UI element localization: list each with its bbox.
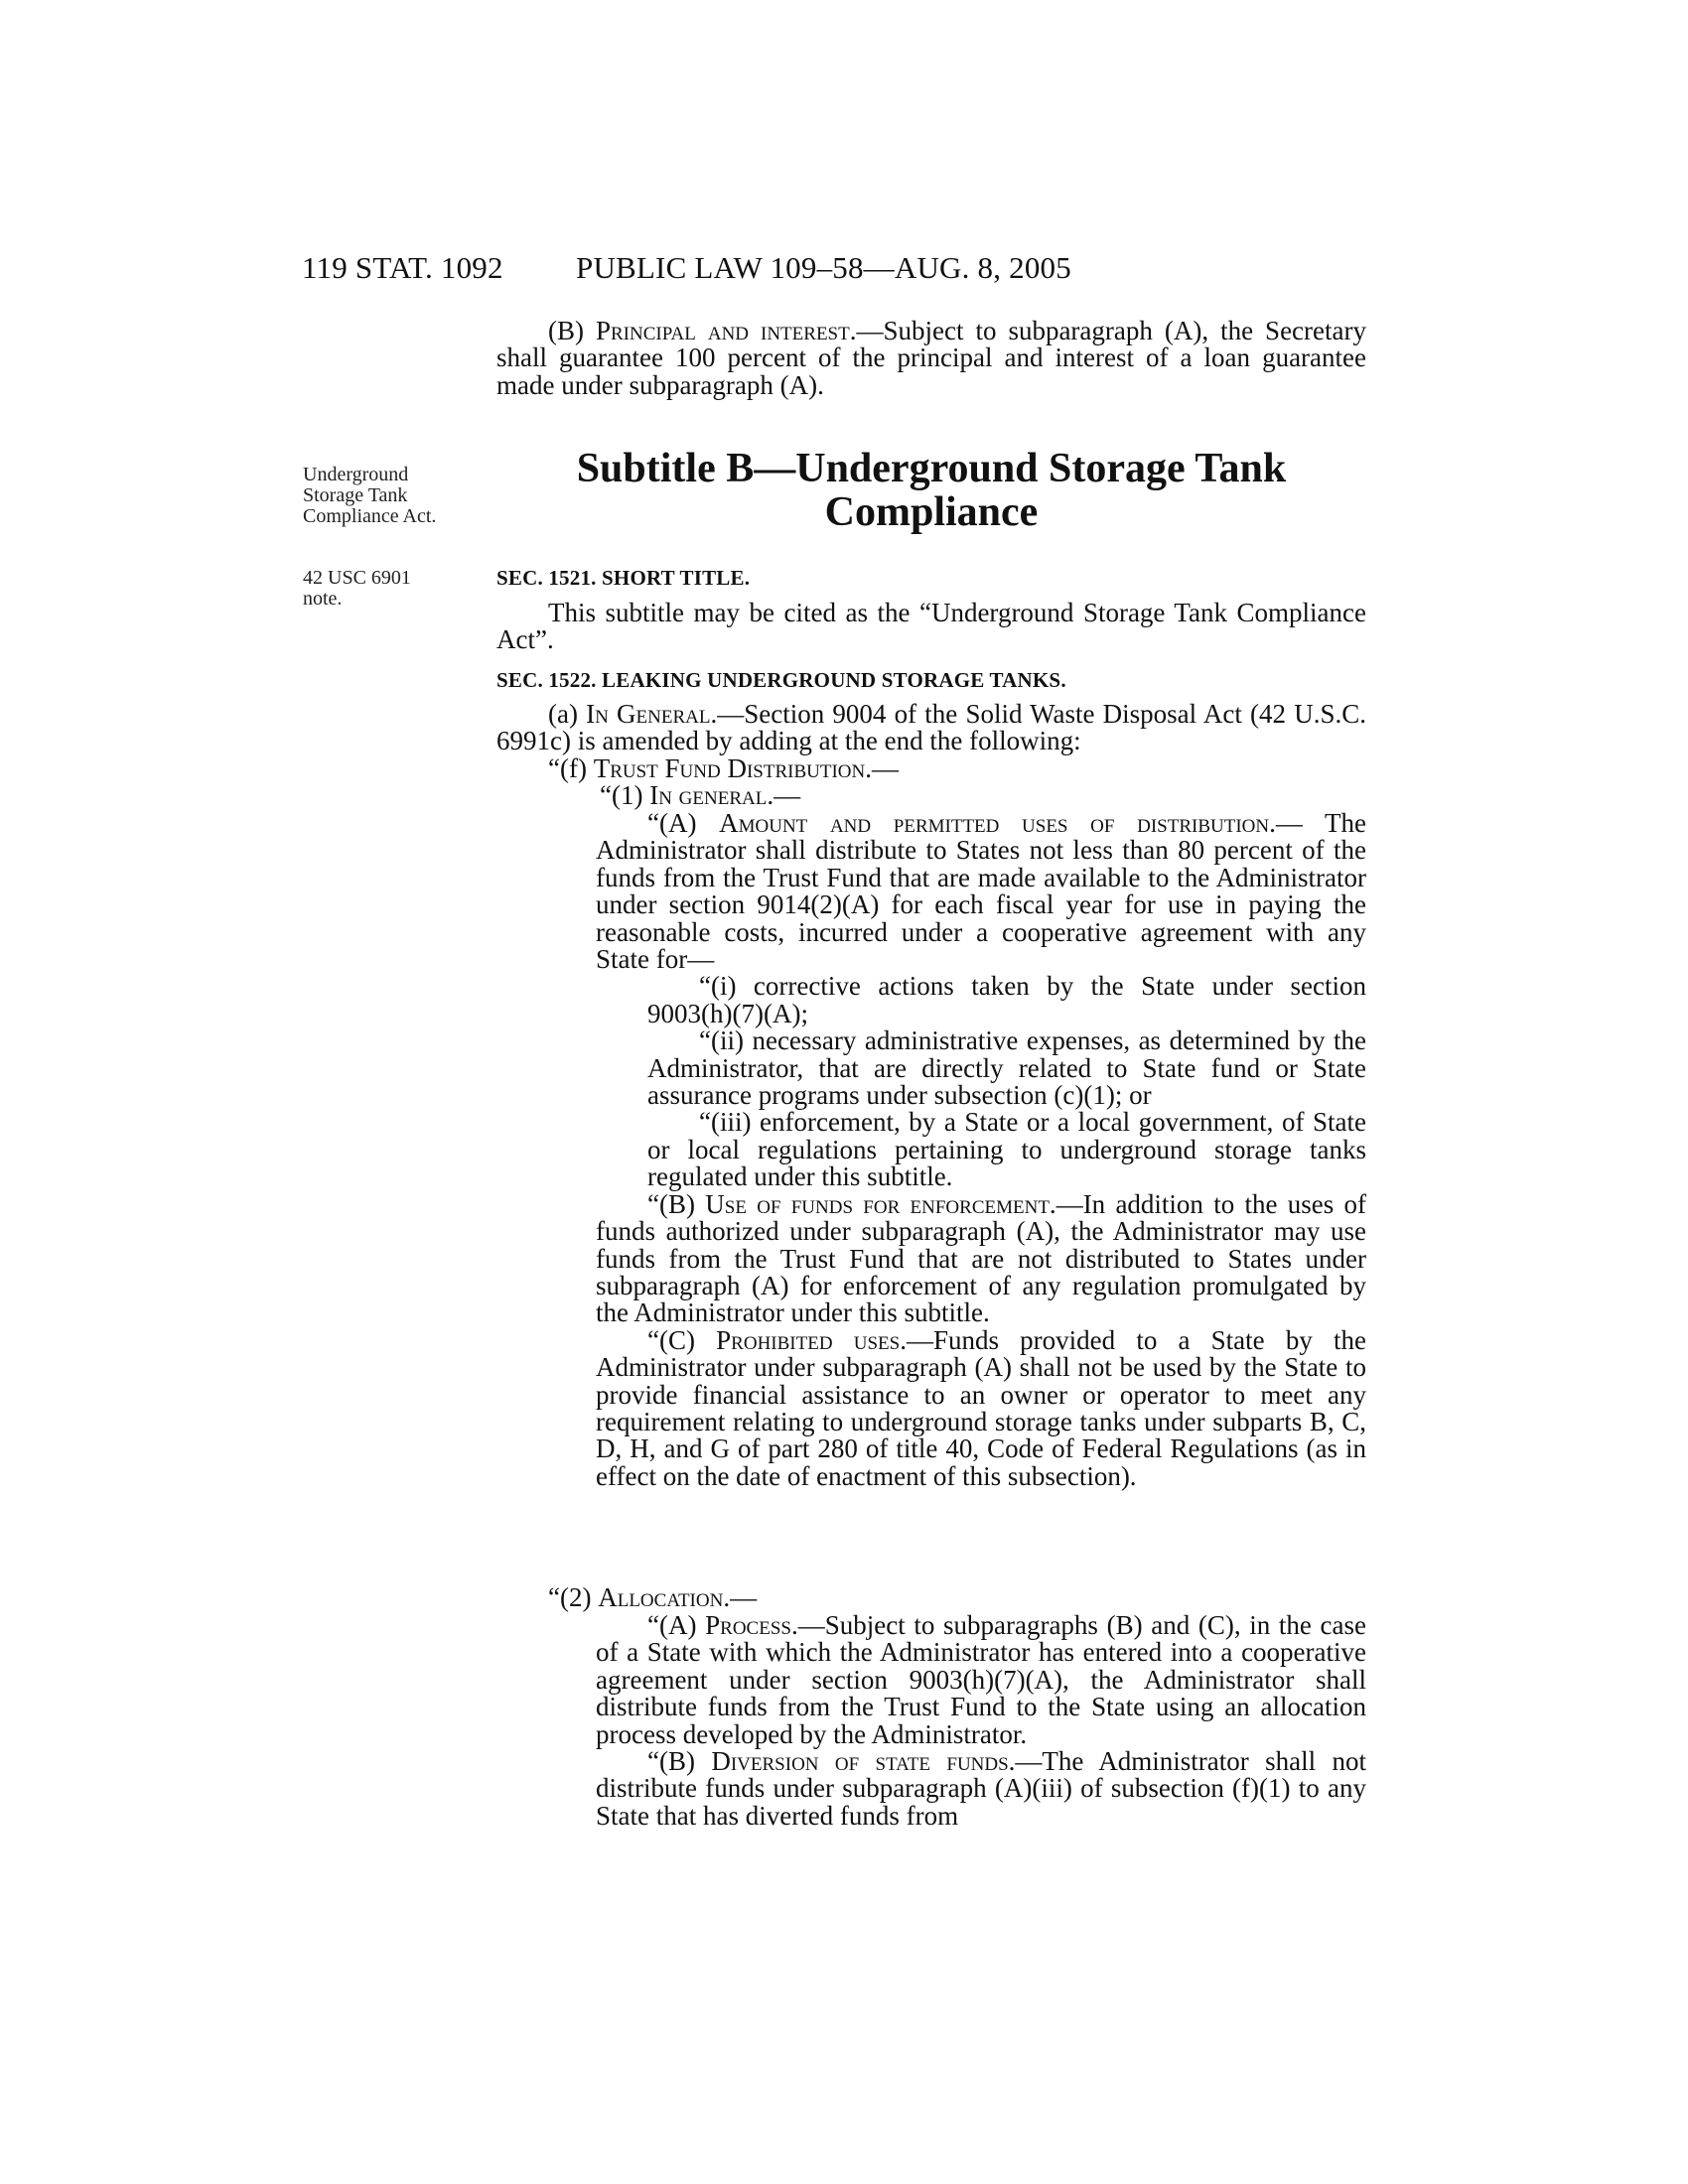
intro-heading: Principal and interest. (595, 316, 857, 345)
subparagraph-1A-label: “(A) (647, 808, 720, 838)
subparagraph-1A-text: — The Administrator shall distribute to States not less than 80 percent of the funds from the Trust Fund that are made available to the Administrator under section 9014(2)(A) for each fiscal year for use in paying the reasonable costs, incurred under a cooperative agreement with any State for— (596, 808, 1366, 975)
section-1522-heading: SEC. 1522. LEAKING UNDERGROUND STORAGE TANKS. (496, 668, 1066, 692)
public-law-header: PUBLIC LAW 109–58—AUG. 8, 2005 (576, 250, 1071, 285)
subtitle-heading (496, 447, 1366, 534)
subsection-a (496, 701, 1366, 755)
subparagraph-1C-heading: Prohibited uses. (716, 1324, 907, 1355)
intro-text: —Subject to subparagraph (A), the Secretary shall guarantee 100 percent of the principal and interest of a loan guarantee made under subparagraph (A). (496, 316, 1366, 400)
subparagraph-1B-label: “(B) (647, 1188, 706, 1219)
subparagraph-1C-label: “(C) (647, 1324, 717, 1355)
section-1521-text: This subtitle may be cited as the “Underground Storage Tank Compliance Act”. (496, 598, 1366, 655)
subsection-f-label: “(f) (548, 752, 594, 783)
paragraph-1-dash: — (774, 780, 801, 811)
paragraph-2-label: “(2) (548, 1582, 599, 1612)
subparagraph-1B-heading: Use of funds for enforcement. (705, 1188, 1056, 1219)
margin-note-usc: 42 USC 6901 note. (303, 567, 411, 610)
intro-paragraph (496, 318, 1366, 399)
paragraph-2-dash: — (730, 1582, 758, 1612)
clause-iii: “(iii) enforcement, by a State or a local government, of State or local regulations pertaining to underground storage tanks regulated under this subtitle. (647, 1107, 1366, 1192)
intro-label: (B) (548, 316, 596, 345)
section-1521-heading: SEC. 1521. SHORT TITLE. (496, 566, 751, 590)
subtitle-line-2: Compliance (824, 489, 1039, 535)
paragraph-2-heading-line (548, 1584, 1366, 1611)
subsection-a-label: (a) (548, 699, 587, 729)
subparagraph-2A (596, 1612, 1366, 1748)
subsection-f-dash: — (871, 752, 899, 783)
paragraph-2-subparagraphs (596, 1612, 1366, 1830)
paragraph-2-heading: Allocation. (598, 1582, 731, 1612)
margin-note-act-name: Underground Storage Tank Compliance Act. (303, 464, 437, 527)
subparagraph-2B-label: “(B) (647, 1746, 712, 1777)
subparagraph-2B (596, 1748, 1366, 1830)
subtitle-line-1: Subtitle B—Underground Storage Tank (576, 446, 1287, 491)
subparagraph-1C-text: —Funds provided to a State by the Administrator under subparagraph (A) shall not be used by the State to provide financial assistance to an owner or operator to meet any requirement relating to underground storage tanks under subparts B, C, D, H, and G of part 280 of title 40, Code of Federal Regulations (as in effect on the date of enactment of this subsection). (596, 1324, 1366, 1491)
subparagraph-1A-heading: Amount and permitted uses of distribution. (719, 808, 1276, 838)
paragraph-2 (548, 1584, 1366, 1611)
subparagraph-1A (596, 810, 1366, 973)
subsection-f (496, 752, 1366, 783)
clause-ii: “(ii) necessary administrative expenses, as determined by the Administrator, that are directly related to State fund or State assurance programs under subsection (c)(1); or (647, 1025, 1366, 1111)
paragraph-1-label: “(1) (600, 780, 650, 811)
subsection-a-text: —Section 9004 of the Solid Waste Disposal Act (42 U.S.C. 6991c) is amended by adding at the end the following: (496, 699, 1366, 756)
subsection-f-heading: Trust Fund Distribution. (593, 752, 872, 783)
subparagraph-1B (596, 1188, 1366, 1328)
section-1522-body (496, 701, 1366, 810)
paragraph-1-heading: In general. (649, 780, 774, 811)
section-1521-body (496, 600, 1366, 654)
paragraph-1-subparagraphs (596, 810, 1366, 1490)
subparagraph-2B-text: —The Administrator shall not distribute funds under subparagraph (A)(iii) of subsection (f)(1) to any State that has diverted funds from (596, 1746, 1366, 1831)
clause-i: “(i) corrective actions taken by the State under section 9003(h)(7)(A); (647, 971, 1366, 1028)
subparagraph-1C (596, 1324, 1366, 1491)
subparagraph-2A-text: —Subject to subparagraphs (B) and (C), in the case of a State with which the Administrator has entered into a cooperative agreement under section 9003(h)(7)(A), the Administrator shall distribute funds from the Trust Fund to the State using an allocation process developed by the Administrator. (596, 1610, 1366, 1749)
paragraph-1 (496, 782, 1366, 809)
subparagraph-2B-heading: Diversion of state funds. (711, 1746, 1016, 1777)
subparagraph-1B-text: —In addition to the uses of funds authorized under subparagraph (A), the Administrator may use funds from the Trust Fund that are not distributed to States under subparagraph (A) for enforcement of any regulation promulgated by the Administrator under this subtitle. (596, 1188, 1366, 1328)
clauses (596, 973, 1366, 1190)
subparagraph-2A-heading: Process. (705, 1610, 798, 1640)
stat-page-number: 119 STAT. 1092 (302, 250, 503, 285)
subsection-a-heading: In General. (586, 699, 718, 729)
subparagraph-2A-label: “(A) (647, 1610, 706, 1640)
